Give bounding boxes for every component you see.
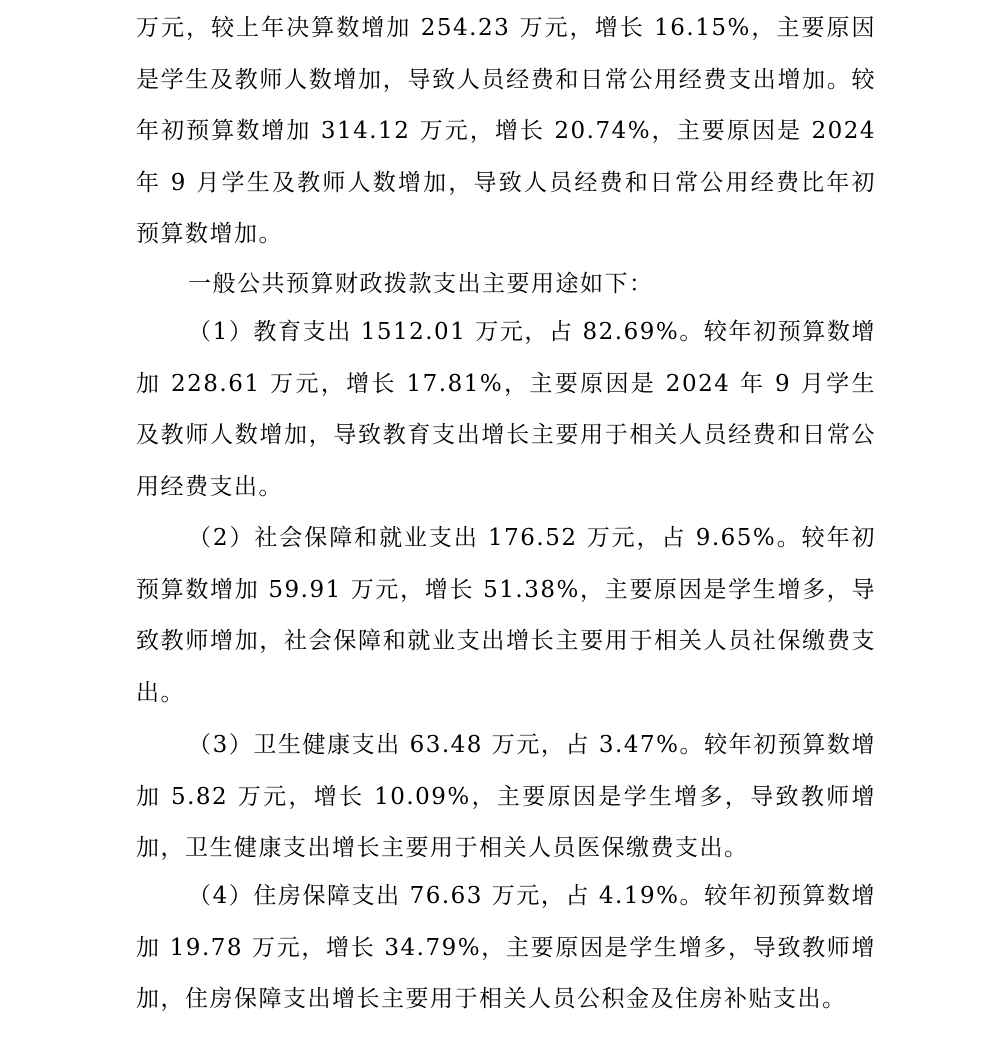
paragraph-social-security-expenditure: （2）社会保障和就业支出 176.52 万元，占 9.65%。较年初预算数增加 59.91 万元，增长 51.38%，主要原因是学生增多，导致教师增加，社会保障和就业支出增长主要用于相关人员社保缴费支出。: [136, 525, 876, 706]
paragraph-education-expenditure: （1）教育支出 1512.01 万元，占 82.69%。较年初预算数增加 228.61 万元，增长 17.81%，主要原因是 2024 年 9 月学生及教师人数增加，导致教育支出增长主要用于相关人员经费和日常公用经费支出。: [136, 319, 876, 500]
paragraph-budget-change: 万元，较上年决算数增加 254.23 万元，增长 16.15%，主要原因是学生及教师人数增加，导致人员经费和日常公用经费支出增加。较年初预算数增加 314.12 万元，增长 20.74%，主要原因是 2024 年 9 月学生及教师人数增加，导致人员经费和日常公用经费比年初预算数增加。: [136, 15, 876, 247]
paragraph-health-expenditure: （3）卫生健康支出 63.48 万元，占 3.47%。较年初预算数增加 5.82 万元，增长 10.09%，主要原因是学生增多，导致教师增加，卫生健康支出增长主要用于相关人员医保缴费支出。: [136, 732, 876, 861]
paragraph-housing-expenditure: （4）住房保障支出 76.63 万元，占 4.19%。较年初预算数增加 19.78 万元，增长 34.79%，主要原因是学生增多，导致教师增加，住房保障支出增长主要用于相关人员公积金及住房补贴支出。: [136, 883, 876, 1012]
paragraph-expenditure-intro: 一般公共预算财政拨款支出主要用途如下：: [188, 271, 654, 297]
